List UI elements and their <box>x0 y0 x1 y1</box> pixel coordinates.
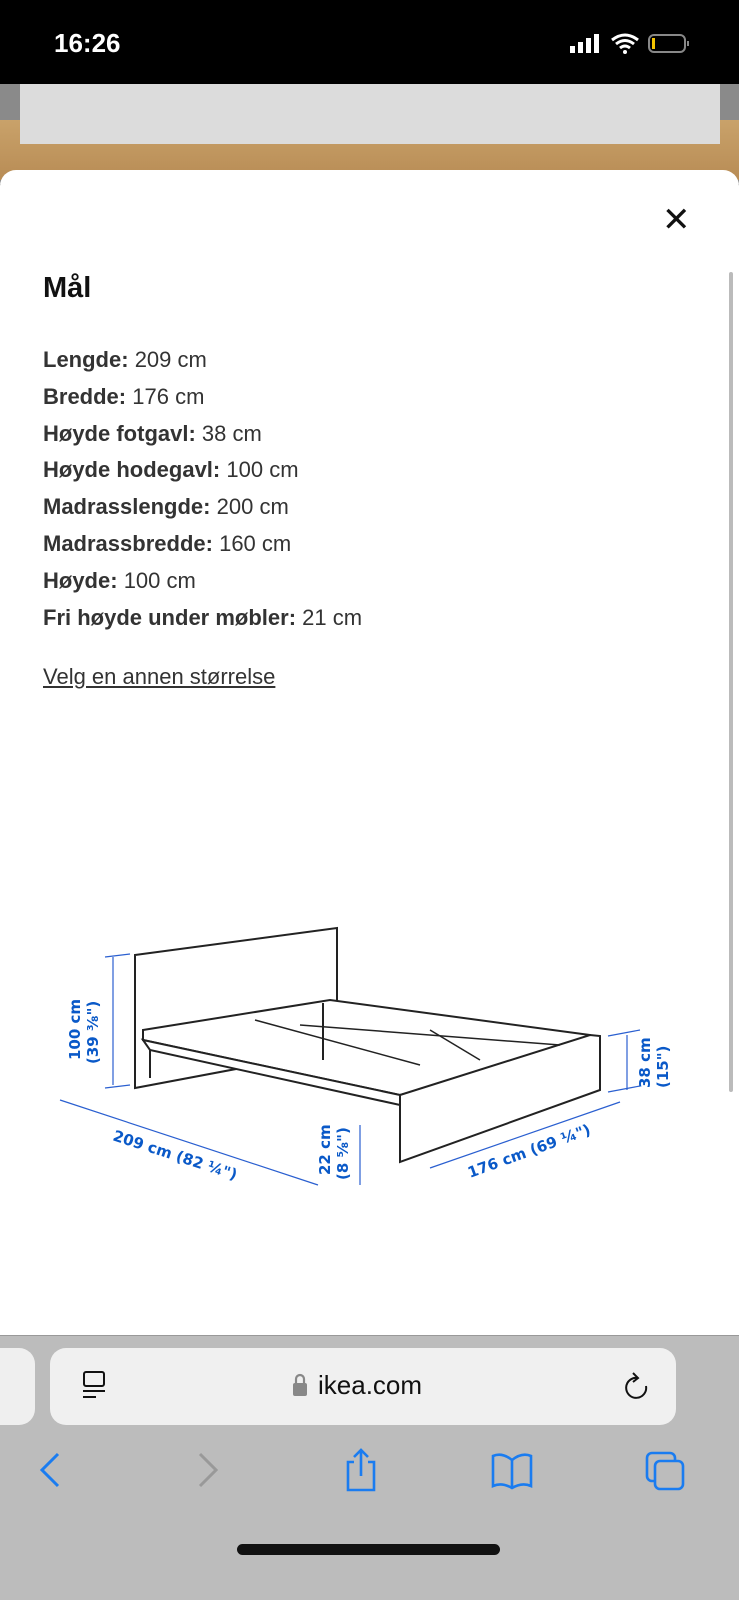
bed-drawing <box>135 928 600 1162</box>
clearance-cm: 22 cm <box>316 1124 334 1175</box>
clearance-in: (8 ⁵⁄₈") <box>334 1127 352 1180</box>
spec-label: Bredde: <box>43 383 127 409</box>
close-icon[interactable]: ✕ <box>662 201 691 239</box>
spec-row <box>43 526 362 563</box>
clock: 16:26 <box>54 28 121 58</box>
spec-value: 176 cm <box>132 383 205 409</box>
spec-label: Høyde: <box>43 567 118 593</box>
spec-row <box>43 452 362 489</box>
home-indicator <box>237 1544 500 1555</box>
spec-label: Fri høyde under møbler: <box>43 604 297 630</box>
share-icon[interactable] <box>344 1448 378 1492</box>
headboard-height-in: (39 ³⁄₈") <box>84 1000 102 1064</box>
spec-label: Lengde: <box>43 347 129 372</box>
choose-size-link[interactable]: Velg en annen størrelse <box>43 664 276 689</box>
footboard-height-in: (15") <box>654 1045 672 1088</box>
spec-row <box>43 416 362 453</box>
reader-icon[interactable] <box>82 1370 108 1402</box>
spec-row <box>43 379 362 416</box>
footboard-height-cm: 38 cm <box>636 1037 654 1088</box>
tabs-icon[interactable] <box>644 1450 686 1492</box>
forward-icon[interactable] <box>196 1452 220 1488</box>
spec-value: 38 cm <box>201 420 262 446</box>
spec-value: 100 cm <box>226 457 299 483</box>
spec-label: Høyde fotgavl: <box>43 420 196 446</box>
spec-value: 160 cm <box>219 530 292 556</box>
spec-list <box>43 342 362 636</box>
status-icons <box>570 32 690 56</box>
spec-label: Madrasslengde: <box>43 494 211 520</box>
previous-tab[interactable] <box>0 1348 35 1425</box>
bed-dimension-diagram <box>0 900 739 1220</box>
back-icon[interactable] <box>38 1452 62 1488</box>
signal-icon <box>570 46 575 53</box>
url-text[interactable]: ikea.com <box>318 1370 423 1400</box>
spec-row <box>43 563 362 600</box>
spec-value: 21 cm <box>302 604 363 630</box>
mattress-image <box>20 84 720 144</box>
reload-icon[interactable] <box>622 1372 650 1402</box>
status-bar <box>0 0 739 84</box>
spec-row <box>43 489 362 526</box>
spec-row <box>43 342 362 379</box>
sheet-title: Mål <box>43 272 92 304</box>
lock-icon <box>292 1373 308 1397</box>
width-label: 176 cm (69 ¼") <box>465 1120 593 1182</box>
spec-value: 100 cm <box>123 567 196 593</box>
wifi-icon <box>612 35 638 48</box>
spec-row <box>43 600 362 637</box>
length-label: 209 cm (82 ¼") <box>110 1126 240 1184</box>
headboard-height-cm: 100 cm <box>66 998 84 1060</box>
spec-label: Madrassbredde: <box>43 530 213 556</box>
spec-value: 209 cm <box>134 347 207 372</box>
spec-value: 200 cm <box>216 494 289 520</box>
bookmarks-icon[interactable] <box>490 1452 534 1490</box>
spec-label: Høyde hodegavl: <box>43 457 221 483</box>
